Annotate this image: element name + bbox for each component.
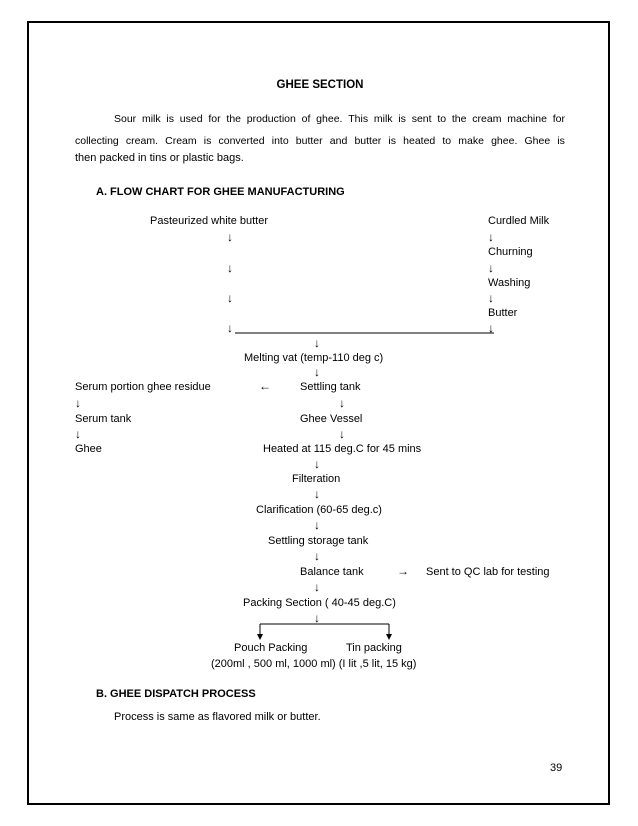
intro-line-1: Sour milk is used for the production of ghee. This milk is sent to the cream machine for [114, 113, 565, 125]
intro-line-3: then packed in tins or plastic bags. [75, 152, 244, 164]
node-serum-tank: Serum tank [75, 413, 132, 425]
arrow-down-icon: ↓ [488, 261, 494, 275]
arrow-down-icon: ↓ [227, 230, 233, 244]
arrow-down-icon: ↓ [314, 611, 320, 625]
node-churning: Churning [488, 246, 533, 258]
node-serum-portion: Serum portion ghee residue [75, 381, 211, 393]
page-number: 39 [550, 762, 563, 774]
node-heated: Heated at 115 deg.C for 45 mins [263, 443, 422, 455]
dispatch-text: Process is same as flavored milk or butter. [114, 711, 321, 723]
arrow-right-icon: → [397, 564, 409, 578]
dispatch-heading: B. GHEE DISPATCH PROCESS [96, 688, 256, 700]
section-title: GHEE SECTION [276, 79, 364, 91]
arrow-down-icon: ↓ [314, 457, 320, 471]
arrow-down-icon: ↓ [227, 261, 233, 275]
arrow-down-icon: ↓ [314, 487, 320, 501]
node-filteration: Filteration [292, 473, 341, 485]
arrow-down-icon: ↓ [227, 291, 233, 305]
arrow-down-icon: ↓ [314, 549, 320, 563]
node-butter: Butter [488, 307, 518, 319]
arrow-down-icon: ↓ [75, 396, 81, 410]
node-melting-vat: Melting vat (temp-110 deg c) [244, 352, 384, 364]
arrow-down-icon: ↓ [339, 427, 345, 441]
arrow-down-icon: ↓ [488, 321, 494, 335]
flow-chart-heading: A. FLOW CHART FOR GHEE MANUFACTURING [96, 186, 345, 198]
arrow-down-icon: ↓ [75, 427, 81, 441]
arrow-down-icon: ↓ [314, 365, 320, 379]
arrow-down-icon: ↓ [314, 336, 320, 350]
arrow-down-icon: ↓ [227, 321, 233, 335]
node-pack-sizes: (200ml , 500 ml, 1000 ml) (I lit ,5 lit, 15 kg) [211, 658, 417, 670]
node-pasteurized-butter: Pasteurized white butter [150, 215, 269, 227]
node-washing: Washing [488, 277, 531, 289]
intro-line-2: collecting cream. Cream is converted into butter and butter is heated to make ghee. Ghee is [75, 135, 565, 147]
node-settling-storage: Settling storage tank [268, 535, 369, 547]
arrow-down-icon: ↓ [314, 518, 320, 532]
node-ghee-vessel: Ghee Vessel [300, 413, 363, 425]
branch-left-arrowhead [257, 634, 263, 640]
node-qc-lab: Sent to QC lab for testing [426, 566, 550, 578]
node-clarification: Clarification (60-65 deg.c) [256, 504, 382, 516]
node-packing-section: Packing Section ( 40-45 deg.C) [243, 597, 396, 609]
arrow-down-icon: ↓ [488, 230, 494, 244]
arrow-left-icon: ← [259, 379, 271, 393]
node-ghee: Ghee [75, 443, 102, 455]
node-curdled-milk: Curdled Milk [488, 215, 550, 227]
arrow-down-icon: ↓ [339, 396, 345, 410]
node-balance-tank: Balance tank [300, 566, 364, 578]
arrow-down-icon: ↓ [314, 580, 320, 594]
branch-right-arrowhead [386, 634, 392, 640]
arrow-down-icon: ↓ [488, 291, 494, 305]
node-pouch-packing: Pouch Packing [234, 642, 308, 654]
node-settling-tank: Settling tank [300, 381, 361, 393]
node-tin-packing: Tin packing [346, 642, 402, 654]
